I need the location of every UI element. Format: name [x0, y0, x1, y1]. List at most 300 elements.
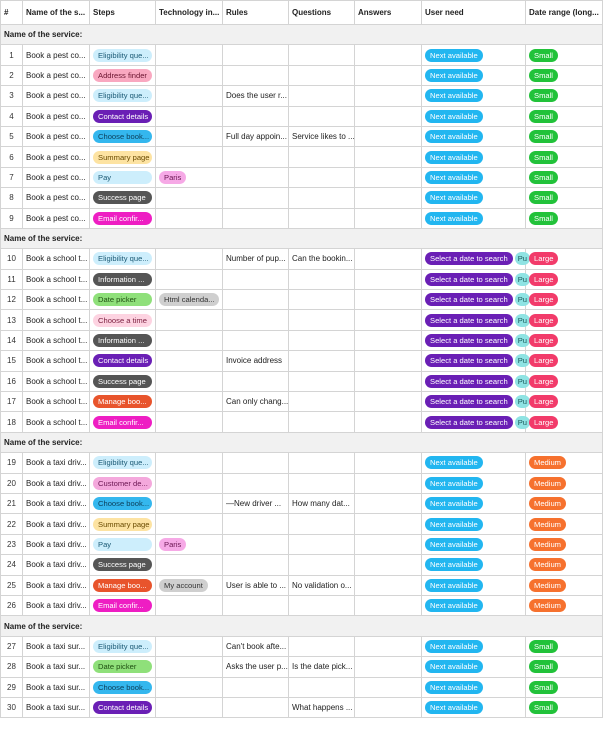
technology-cell[interactable]: [156, 371, 223, 391]
rules-cell[interactable]: [223, 65, 289, 85]
date-range-tag[interactable]: Medium: [529, 538, 566, 551]
steps-cell[interactable]: [90, 392, 156, 412]
rules-cell[interactable]: [223, 269, 289, 289]
answers-cell[interactable]: [355, 555, 422, 575]
questions-cell[interactable]: [289, 575, 355, 595]
user-need-cell[interactable]: [422, 310, 526, 330]
table-row[interactable]: [1, 106, 603, 126]
table-row[interactable]: [1, 677, 603, 697]
answers-cell[interactable]: [355, 514, 422, 534]
step-tag[interactable]: Eligibility que...: [93, 49, 152, 62]
table-row[interactable]: [1, 351, 603, 371]
table-row[interactable]: [1, 555, 603, 575]
steps-cell[interactable]: [90, 208, 156, 228]
answers-cell[interactable]: [355, 208, 422, 228]
user-need-tag[interactable]: Next available: [425, 212, 483, 225]
answers-cell[interactable]: [355, 473, 422, 493]
rules-cell[interactable]: [223, 514, 289, 534]
steps-cell[interactable]: [90, 310, 156, 330]
service-name-cell[interactable]: [23, 555, 90, 575]
step-tag[interactable]: Information ...: [93, 273, 152, 286]
steps-cell[interactable]: [90, 188, 156, 208]
date-range-cell[interactable]: [526, 392, 603, 412]
rules-cell[interactable]: [223, 575, 289, 595]
table-row[interactable]: [1, 493, 603, 513]
answers-cell[interactable]: [355, 371, 422, 391]
date-range-tag[interactable]: Large: [529, 416, 558, 429]
technology-cell[interactable]: [156, 534, 223, 554]
user-need-tag[interactable]: Pu: [515, 273, 530, 286]
questions-cell[interactable]: [289, 636, 355, 656]
user-need-tag[interactable]: Next available: [425, 701, 483, 714]
questions-cell[interactable]: [289, 86, 355, 106]
answers-cell[interactable]: [355, 412, 422, 432]
rules-cell[interactable]: [223, 534, 289, 554]
answers-cell[interactable]: [355, 106, 422, 126]
user-need-cell[interactable]: [422, 126, 526, 146]
user-need-cell[interactable]: [422, 290, 526, 310]
rules-cell[interactable]: [223, 45, 289, 65]
user-need-tag[interactable]: Next available: [425, 69, 483, 82]
date-range-cell[interactable]: [526, 249, 603, 269]
user-need-tag[interactable]: Select a date to search: [425, 273, 513, 286]
table-row[interactable]: [1, 636, 603, 656]
service-name-cell[interactable]: [23, 330, 90, 350]
step-tag[interactable]: Email confir...: [93, 416, 152, 429]
user-need-tag[interactable]: Pu: [515, 334, 530, 347]
user-need-cell[interactable]: [422, 636, 526, 656]
technology-cell[interactable]: [156, 575, 223, 595]
user-need-tag[interactable]: Next available: [425, 538, 483, 551]
service-name-cell[interactable]: [23, 493, 90, 513]
date-range-cell[interactable]: [526, 208, 603, 228]
questions-cell[interactable]: [289, 290, 355, 310]
user-need-tag[interactable]: Next available: [425, 130, 483, 143]
date-range-tag[interactable]: Large: [529, 334, 558, 347]
date-range-tag[interactable]: Small: [529, 171, 558, 184]
rules-cell[interactable]: [223, 351, 289, 371]
date-range-cell[interactable]: [526, 269, 603, 289]
date-range-cell[interactable]: [526, 371, 603, 391]
step-tag[interactable]: Eligibility que...: [93, 252, 152, 265]
date-range-tag[interactable]: Large: [529, 273, 558, 286]
user-need-cell[interactable]: [422, 167, 526, 187]
answers-cell[interactable]: [355, 330, 422, 350]
date-range-cell[interactable]: [526, 493, 603, 513]
answers-cell[interactable]: [355, 453, 422, 473]
answers-cell[interactable]: [355, 575, 422, 595]
rules-cell[interactable]: [223, 595, 289, 615]
service-name-cell[interactable]: [23, 636, 90, 656]
questions-cell[interactable]: [289, 188, 355, 208]
user-need-tag[interactable]: Select a date to search: [425, 354, 513, 367]
technology-cell[interactable]: [156, 514, 223, 534]
table-row[interactable]: [1, 453, 603, 473]
step-tag[interactable]: Address finder: [93, 69, 152, 82]
date-range-tag[interactable]: Large: [529, 252, 558, 265]
table-row[interactable]: [1, 86, 603, 106]
step-tag[interactable]: Choose book...: [93, 681, 152, 694]
user-need-tag[interactable]: Next available: [425, 640, 483, 653]
table-row[interactable]: [1, 371, 603, 391]
table-row[interactable]: [1, 310, 603, 330]
steps-cell[interactable]: [90, 555, 156, 575]
answers-cell[interactable]: [355, 249, 422, 269]
rules-cell[interactable]: [223, 290, 289, 310]
table-row[interactable]: [1, 657, 603, 677]
header-steps[interactable]: Steps: [90, 1, 156, 25]
service-name-cell[interactable]: [23, 412, 90, 432]
service-name-cell[interactable]: [23, 269, 90, 289]
user-need-cell[interactable]: [422, 392, 526, 412]
date-range-tag[interactable]: Small: [529, 110, 558, 123]
technology-cell[interactable]: [156, 208, 223, 228]
user-need-tag[interactable]: Pu: [515, 314, 530, 327]
user-need-cell[interactable]: [422, 534, 526, 554]
table-row[interactable]: [1, 514, 603, 534]
user-need-cell[interactable]: [422, 106, 526, 126]
rules-cell[interactable]: [223, 677, 289, 697]
table-row[interactable]: [1, 188, 603, 208]
steps-cell[interactable]: [90, 147, 156, 167]
user-need-tag[interactable]: Select a date to search: [425, 314, 513, 327]
technology-cell[interactable]: [156, 657, 223, 677]
step-tag[interactable]: Success page: [93, 375, 152, 388]
step-tag[interactable]: Manage boo...: [93, 395, 152, 408]
user-need-cell[interactable]: [422, 371, 526, 391]
service-name-cell[interactable]: [23, 147, 90, 167]
service-name-cell[interactable]: [23, 86, 90, 106]
header-date-range[interactable]: Date range (long...: [526, 1, 603, 25]
table-row[interactable]: [1, 697, 603, 717]
service-name-cell[interactable]: [23, 351, 90, 371]
step-tag[interactable]: Email confir...: [93, 212, 152, 225]
user-need-tag[interactable]: Next available: [425, 89, 483, 102]
rules-cell[interactable]: [223, 493, 289, 513]
steps-cell[interactable]: [90, 269, 156, 289]
date-range-cell[interactable]: [526, 555, 603, 575]
table-row[interactable]: [1, 595, 603, 615]
date-range-tag[interactable]: Small: [529, 49, 558, 62]
steps-cell[interactable]: [90, 65, 156, 85]
step-tag[interactable]: Manage boo...: [93, 579, 152, 592]
date-range-tag[interactable]: Small: [529, 130, 558, 143]
user-need-cell[interactable]: [422, 188, 526, 208]
date-range-tag[interactable]: Medium: [529, 599, 566, 612]
technology-cell[interactable]: [156, 106, 223, 126]
service-name-cell[interactable]: [23, 208, 90, 228]
service-name-cell[interactable]: [23, 188, 90, 208]
table-row[interactable]: [1, 126, 603, 146]
user-need-tag[interactable]: Next available: [425, 191, 483, 204]
step-tag[interactable]: Eligibility que...: [93, 456, 152, 469]
step-tag[interactable]: Summary page: [93, 151, 152, 164]
technology-cell[interactable]: [156, 290, 223, 310]
date-range-tag[interactable]: Small: [529, 89, 558, 102]
header-rules[interactable]: Rules: [223, 1, 289, 25]
user-need-tag[interactable]: Next available: [425, 681, 483, 694]
table-row[interactable]: [1, 269, 603, 289]
user-need-cell[interactable]: [422, 657, 526, 677]
questions-cell[interactable]: [289, 269, 355, 289]
steps-cell[interactable]: [90, 330, 156, 350]
table-row[interactable]: [1, 147, 603, 167]
technology-cell[interactable]: [156, 269, 223, 289]
user-need-cell[interactable]: [422, 493, 526, 513]
technology-cell[interactable]: [156, 86, 223, 106]
step-tag[interactable]: Choose book...: [93, 497, 152, 510]
date-range-cell[interactable]: [526, 412, 603, 432]
date-range-cell[interactable]: [526, 65, 603, 85]
service-name-cell[interactable]: [23, 310, 90, 330]
step-tag[interactable]: Contact details: [93, 701, 152, 714]
step-tag[interactable]: Contact details: [93, 354, 152, 367]
service-name-cell[interactable]: [23, 657, 90, 677]
rules-cell[interactable]: [223, 657, 289, 677]
questions-cell[interactable]: [289, 147, 355, 167]
technology-cell[interactable]: [156, 147, 223, 167]
service-name-cell[interactable]: [23, 65, 90, 85]
answers-cell[interactable]: [355, 595, 422, 615]
user-need-tag[interactable]: Next available: [425, 660, 483, 673]
group-label[interactable]: Name of the service:: [1, 432, 603, 452]
date-range-cell[interactable]: [526, 188, 603, 208]
group-label[interactable]: Name of the service:: [1, 25, 603, 45]
service-name-cell[interactable]: [23, 514, 90, 534]
service-name-cell[interactable]: [23, 473, 90, 493]
table-row[interactable]: [1, 208, 603, 228]
date-range-tag[interactable]: Large: [529, 314, 558, 327]
user-need-cell[interactable]: [422, 473, 526, 493]
step-tag[interactable]: Pay: [93, 171, 152, 184]
user-need-tag[interactable]: Next available: [425, 456, 483, 469]
technology-cell[interactable]: [156, 453, 223, 473]
service-name-cell[interactable]: [23, 575, 90, 595]
technology-tag[interactable]: Html calenda...: [159, 293, 219, 306]
step-tag[interactable]: Contact details: [93, 110, 152, 123]
date-range-cell[interactable]: [526, 106, 603, 126]
table-row[interactable]: [1, 412, 603, 432]
group-label[interactable]: Name of the service:: [1, 616, 603, 636]
date-range-tag[interactable]: Small: [529, 681, 558, 694]
header-user-need[interactable]: User need: [422, 1, 526, 25]
questions-cell[interactable]: [289, 514, 355, 534]
step-tag[interactable]: Pay: [93, 538, 152, 551]
step-tag[interactable]: Choose book...: [93, 130, 152, 143]
user-need-cell[interactable]: [422, 249, 526, 269]
questions-cell[interactable]: [289, 167, 355, 187]
rules-cell[interactable]: [223, 167, 289, 187]
answers-cell[interactable]: [355, 65, 422, 85]
technology-cell[interactable]: [156, 473, 223, 493]
user-need-tag[interactable]: Pu: [515, 354, 530, 367]
questions-cell[interactable]: [289, 310, 355, 330]
questions-cell[interactable]: [289, 493, 355, 513]
technology-cell[interactable]: [156, 249, 223, 269]
user-need-cell[interactable]: [422, 575, 526, 595]
rules-cell[interactable]: [223, 106, 289, 126]
rules-cell[interactable]: [223, 86, 289, 106]
steps-cell[interactable]: [90, 677, 156, 697]
table-row[interactable]: [1, 65, 603, 85]
technology-cell[interactable]: [156, 126, 223, 146]
user-need-cell[interactable]: [422, 330, 526, 350]
technology-cell[interactable]: [156, 412, 223, 432]
technology-cell[interactable]: [156, 697, 223, 717]
table-row[interactable]: [1, 534, 603, 554]
steps-cell[interactable]: [90, 167, 156, 187]
user-need-cell[interactable]: [422, 65, 526, 85]
questions-cell[interactable]: [289, 371, 355, 391]
date-range-tag[interactable]: Medium: [529, 456, 566, 469]
steps-cell[interactable]: [90, 351, 156, 371]
user-need-tag[interactable]: Next available: [425, 558, 483, 571]
date-range-cell[interactable]: [526, 534, 603, 554]
date-range-cell[interactable]: [526, 514, 603, 534]
questions-cell[interactable]: [289, 126, 355, 146]
group-label[interactable]: Name of the service:: [1, 228, 603, 248]
date-range-cell[interactable]: [526, 147, 603, 167]
date-range-tag[interactable]: Medium: [529, 579, 566, 592]
date-range-cell[interactable]: [526, 453, 603, 473]
service-name-cell[interactable]: [23, 371, 90, 391]
user-need-tag[interactable]: Select a date to search: [425, 293, 513, 306]
user-need-cell[interactable]: [422, 208, 526, 228]
step-tag[interactable]: Summary page: [93, 518, 152, 531]
header-questions[interactable]: Questions: [289, 1, 355, 25]
user-need-tag[interactable]: Next available: [425, 477, 483, 490]
answers-cell[interactable]: [355, 126, 422, 146]
rules-cell[interactable]: [223, 147, 289, 167]
date-range-cell[interactable]: [526, 45, 603, 65]
answers-cell[interactable]: [355, 697, 422, 717]
date-range-tag[interactable]: Medium: [529, 497, 566, 510]
date-range-cell[interactable]: [526, 290, 603, 310]
user-need-tag[interactable]: Next available: [425, 497, 483, 510]
steps-cell[interactable]: [90, 575, 156, 595]
answers-cell[interactable]: [355, 269, 422, 289]
user-need-tag[interactable]: Pu: [515, 293, 530, 306]
table-row[interactable]: [1, 249, 603, 269]
answers-cell[interactable]: [355, 534, 422, 554]
technology-tag[interactable]: My account: [159, 579, 208, 592]
date-range-tag[interactable]: Small: [529, 701, 558, 714]
user-need-cell[interactable]: [422, 45, 526, 65]
table-row[interactable]: [1, 473, 603, 493]
questions-cell[interactable]: [289, 473, 355, 493]
service-name-cell[interactable]: [23, 595, 90, 615]
date-range-cell[interactable]: [526, 167, 603, 187]
questions-cell[interactable]: [289, 534, 355, 554]
table-row[interactable]: [1, 575, 603, 595]
rules-cell[interactable]: [223, 249, 289, 269]
user-need-tag[interactable]: Next available: [425, 110, 483, 123]
steps-cell[interactable]: [90, 371, 156, 391]
answers-cell[interactable]: [355, 188, 422, 208]
answers-cell[interactable]: [355, 86, 422, 106]
user-need-cell[interactable]: [422, 269, 526, 289]
user-need-cell[interactable]: [422, 147, 526, 167]
date-range-tag[interactable]: Large: [529, 293, 558, 306]
steps-cell[interactable]: [90, 697, 156, 717]
questions-cell[interactable]: [289, 453, 355, 473]
technology-cell[interactable]: [156, 636, 223, 656]
date-range-cell[interactable]: [526, 86, 603, 106]
date-range-tag[interactable]: Small: [529, 640, 558, 653]
step-tag[interactable]: Information ...: [93, 334, 152, 347]
service-name-cell[interactable]: [23, 106, 90, 126]
date-range-cell[interactable]: [526, 657, 603, 677]
steps-cell[interactable]: [90, 636, 156, 656]
answers-cell[interactable]: [355, 493, 422, 513]
service-name-cell[interactable]: [23, 697, 90, 717]
user-need-cell[interactable]: [422, 412, 526, 432]
answers-cell[interactable]: [355, 636, 422, 656]
answers-cell[interactable]: [355, 290, 422, 310]
answers-cell[interactable]: [355, 45, 422, 65]
user-need-tag[interactable]: Pu: [515, 416, 530, 429]
rules-cell[interactable]: [223, 412, 289, 432]
technology-cell[interactable]: [156, 167, 223, 187]
table-row[interactable]: [1, 45, 603, 65]
rules-cell[interactable]: [223, 371, 289, 391]
user-need-cell[interactable]: [422, 453, 526, 473]
user-need-cell[interactable]: [422, 595, 526, 615]
date-range-cell[interactable]: [526, 351, 603, 371]
questions-cell[interactable]: [289, 595, 355, 615]
step-tag[interactable]: Eligibility que...: [93, 640, 152, 653]
table-row[interactable]: [1, 290, 603, 310]
steps-cell[interactable]: [90, 86, 156, 106]
date-range-tag[interactable]: Small: [529, 212, 558, 225]
date-range-cell[interactable]: [526, 330, 603, 350]
user-need-tag[interactable]: Select a date to search: [425, 375, 513, 388]
questions-cell[interactable]: [289, 697, 355, 717]
service-name-cell[interactable]: [23, 45, 90, 65]
user-need-tag[interactable]: Next available: [425, 599, 483, 612]
rules-cell[interactable]: [223, 330, 289, 350]
service-name-cell[interactable]: [23, 453, 90, 473]
table-row[interactable]: [1, 392, 603, 412]
questions-cell[interactable]: [289, 65, 355, 85]
date-range-cell[interactable]: [526, 310, 603, 330]
header-answers[interactable]: Answers: [355, 1, 422, 25]
step-tag[interactable]: Success page: [93, 558, 152, 571]
technology-cell[interactable]: [156, 45, 223, 65]
questions-cell[interactable]: [289, 677, 355, 697]
date-range-tag[interactable]: Small: [529, 191, 558, 204]
technology-cell[interactable]: [156, 595, 223, 615]
step-tag[interactable]: Eligibility que...: [93, 89, 152, 102]
technology-cell[interactable]: [156, 555, 223, 575]
service-name-cell[interactable]: [23, 126, 90, 146]
questions-cell[interactable]: [289, 657, 355, 677]
date-range-cell[interactable]: [526, 575, 603, 595]
step-tag[interactable]: Email confir...: [93, 599, 152, 612]
service-name-cell[interactable]: [23, 290, 90, 310]
date-range-tag[interactable]: Small: [529, 69, 558, 82]
user-need-tag[interactable]: Next available: [425, 579, 483, 592]
date-range-tag[interactable]: Small: [529, 151, 558, 164]
service-name-cell[interactable]: [23, 677, 90, 697]
user-need-cell[interactable]: [422, 514, 526, 534]
questions-cell[interactable]: [289, 392, 355, 412]
date-range-tag[interactable]: Medium: [529, 477, 566, 490]
date-range-cell[interactable]: [526, 636, 603, 656]
header-number[interactable]: #: [1, 1, 23, 25]
rules-cell[interactable]: [223, 310, 289, 330]
steps-cell[interactable]: [90, 106, 156, 126]
